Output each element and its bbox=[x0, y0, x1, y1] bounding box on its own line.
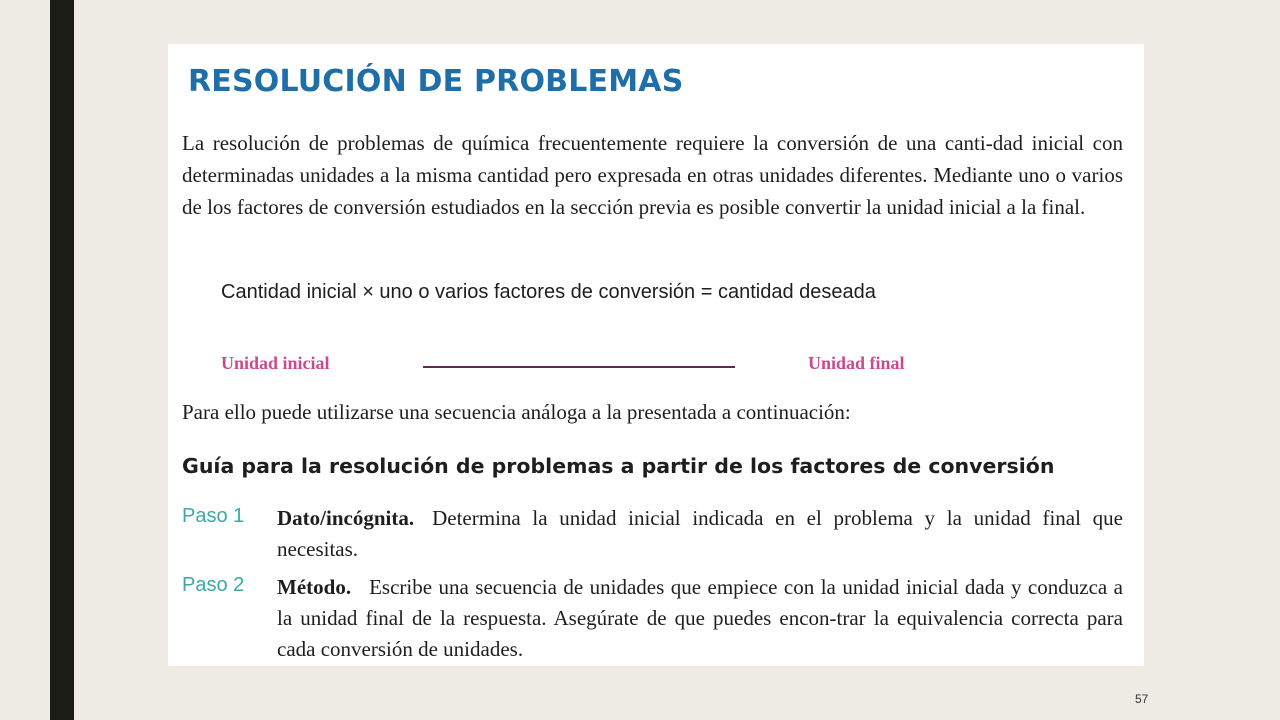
step-label: Paso 2 bbox=[182, 574, 245, 596]
step-label: Paso 1 bbox=[182, 505, 245, 527]
step-name: Método. bbox=[277, 575, 352, 599]
unit-start-label: Unidad inicial bbox=[221, 353, 330, 373]
step-description: Determina la unidad inicial indicada en el problema y la unidad final que necesitas. bbox=[277, 506, 1123, 561]
step-text bbox=[277, 503, 1123, 565]
textbook-excerpt bbox=[168, 44, 1144, 666]
step-name: Dato/incógnita. bbox=[277, 506, 415, 530]
step-1 bbox=[182, 503, 1123, 565]
step-text bbox=[277, 572, 1123, 665]
step-2 bbox=[182, 572, 1123, 665]
section-heading: RESOLUCIÓN DE PROBLEMAS bbox=[188, 64, 684, 99]
conversion-arrow bbox=[423, 366, 735, 368]
unit-end-label: Unidad final bbox=[808, 353, 905, 373]
page-number: 57 bbox=[1135, 692, 1149, 706]
slide-side-bar bbox=[50, 0, 74, 720]
intro-paragraph: La resolución de problemas de química frecuentemente requiere la conversión de una canti-dad inicial con determinadas unidades a la misma cantidad pero expresada en otras unidades diferentes. Mediante uno o varios de los factores de conversión estudiados en la sección previa es posible convertir la unidad inicial a la final. bbox=[182, 131, 1123, 219]
guide-title: Guía para la resolución de problemas a partir de los factores de conversión bbox=[182, 454, 1055, 478]
step-description: Escribe una secuencia de unidades que empiece con la unidad inicial dada y conduzca a la unidad final de la respuesta. Asegúrate de que puedes encon-trar la equivalencia correcta para cada conversión de unidades. bbox=[277, 575, 1123, 661]
sequence-intro: Para ello puede utilizarse una secuencia análoga a la presentada a continuación: bbox=[182, 400, 851, 424]
conversion-formula: Cantidad inicial × uno o varios factores de conversión = cantidad deseada bbox=[221, 281, 876, 303]
